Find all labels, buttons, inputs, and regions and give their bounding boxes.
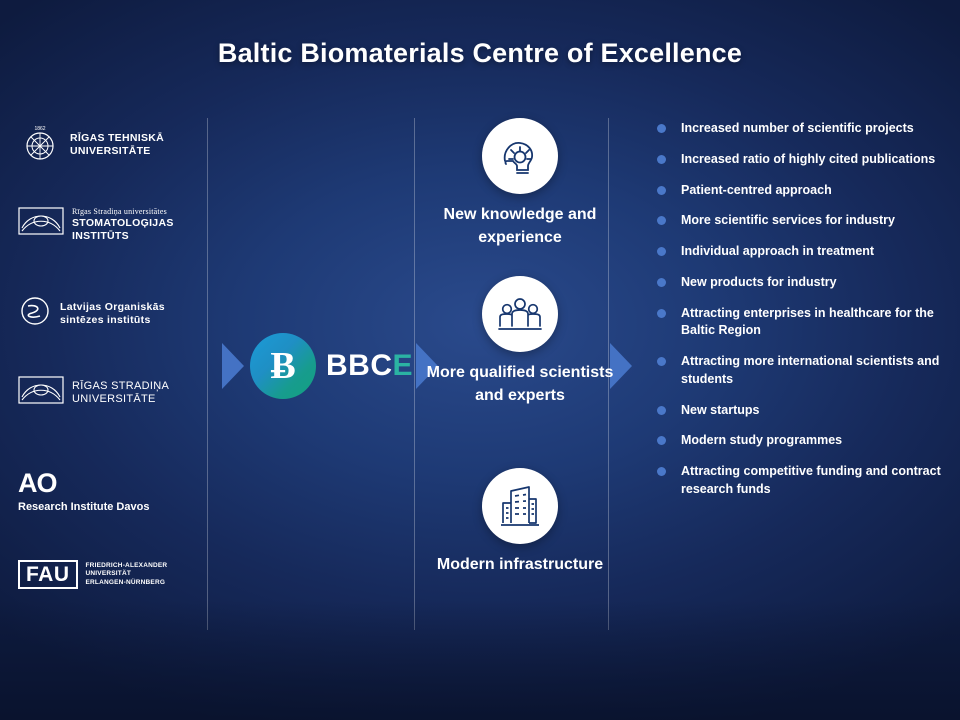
benefit-text: Modern study programmes [681,433,843,448]
ao-subtitle: Research Institute Davos [18,501,150,513]
group-people-icon [482,276,558,352]
benefit-item [655,120,947,138]
fau-wordmark: FAU [18,560,78,589]
svg-text:1862: 1862 [34,126,46,132]
osi-emblem-icon [18,294,52,333]
benefit-text: Attracting competitive funding and contract research funds [681,464,941,496]
bullet-icon [657,278,666,287]
benefit-item [655,353,947,389]
bullet-icon [657,357,666,366]
rsu-si-emblem-icon [18,204,64,243]
arrow-right-icon-1 [222,343,244,389]
partner-logo-rtu [18,122,198,167]
benefit-text: Individual approach in treatment [681,244,875,258]
benefit-item [655,463,947,499]
benefit-text: More scientific services for industry [681,213,895,228]
head-idea-icon [482,118,558,194]
bullet-icon [657,186,666,195]
benefit-text: Increased ratio of highly cited publications [681,151,936,166]
bbce-logo [250,330,414,402]
bullet-icon [657,216,666,225]
bullet-icon [657,124,666,133]
benefit-item [655,305,947,341]
outcome-modern-infrastructure [424,468,616,577]
bullet-icon [657,406,666,415]
partner-logo-rsu-stomatologija [18,204,198,243]
benefit-item [655,432,947,450]
benefit-item [655,402,947,420]
partner-logo-ao [18,468,198,513]
benefit-item [655,182,947,200]
bullet-icon [657,155,666,164]
rsu-si-logo-text: Rīgas Stradiņa universitātes STOMATOLOĢIJAS INSTITŪTS [72,206,174,242]
benefit-item [655,243,947,261]
partner-logo-fau [18,560,198,589]
rsu-logo-text: RĪGAS STRADIŅA UNIVERSITĀTE [72,379,170,405]
benefit-item [655,151,947,169]
benefit-text: New startups [681,402,760,417]
bbce-mark-icon: Ƀ [250,333,316,399]
osi-logo-text: Latvijas Organiskās sintēzes institūts [60,301,165,326]
benefit-item [655,274,947,292]
benefit-text: Increased number of scientific projects [681,121,914,135]
outcome-qualified-scientists [424,276,616,407]
benefit-item [655,212,947,230]
benefit-text: Attracting more international scientists and students [681,354,940,386]
partner-logo-list [18,118,198,630]
benefit-text: Attracting enterprises in healthcare for the Baltic Region [681,305,934,338]
outcome-label: More qualified scientists and experts [426,364,614,404]
benefit-text: Patient-centred approach [681,182,832,197]
bullet-icon [657,467,666,476]
divider-1 [207,118,208,630]
bullet-icon [657,436,666,445]
bullet-icon [657,247,666,256]
rsu-emblem-icon [18,374,64,411]
outcome-new-knowledge [424,118,616,249]
divider-2 [414,118,415,630]
fau-subtitle: FRIEDRICH-ALEXANDER UNIVERSITÄT ERLANGEN-NÜRNBERG [85,562,168,586]
building-icon [482,468,558,544]
partner-logo-rsu [18,374,198,411]
ao-wordmark: AO [18,468,57,498]
benefit-text: New products for industry [681,274,837,289]
bbce-wordmark: BBCE [326,349,414,382]
rtu-crest-icon [18,122,62,167]
page-title: Baltic Biomaterials Centre of Excellence [217,38,743,68]
outcome-label: Modern infrastructure [436,556,604,573]
bullet-icon [657,309,666,318]
benefits-list [655,120,947,512]
rtu-logo-text: RĪGAS TEHNISKĀ UNIVERSITĀTE [70,132,165,157]
partner-logo-osi [18,294,198,333]
outcome-label: New knowledge and experience [443,206,597,246]
